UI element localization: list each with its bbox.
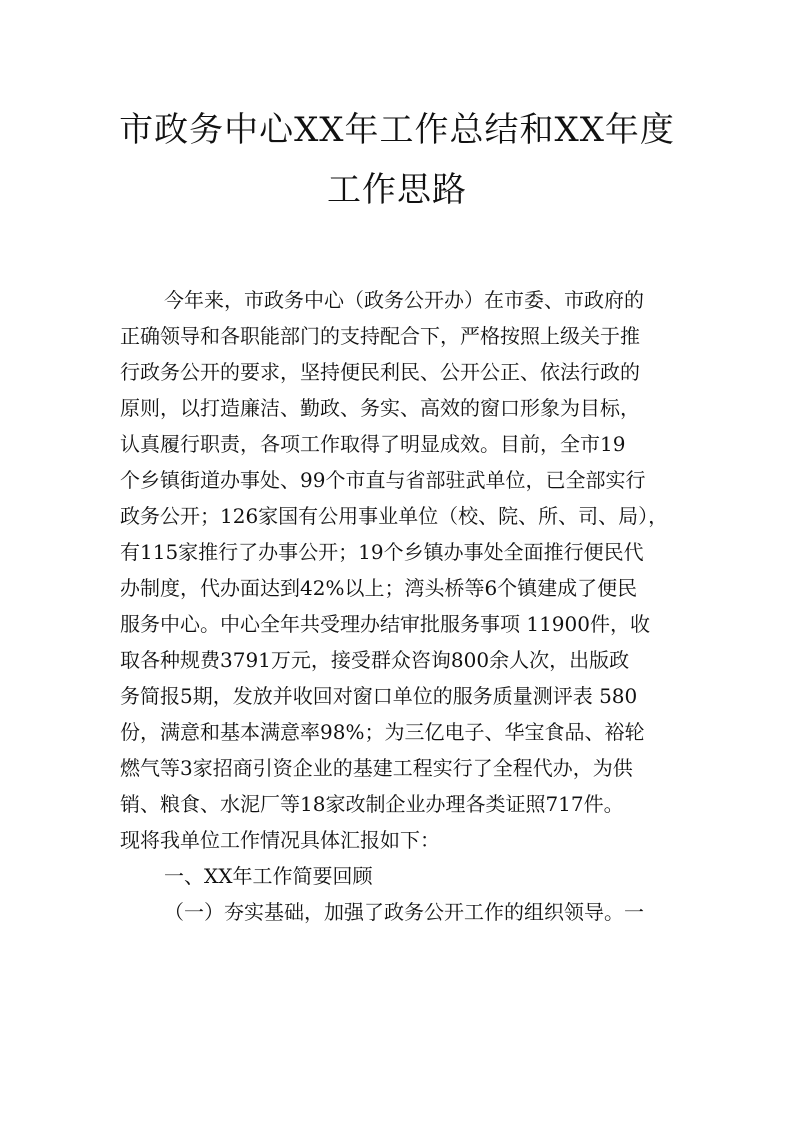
paragraph-line: 取各种规费3791万元，接受群众咨询800余人次，出版政 xyxy=(120,648,630,672)
document-body xyxy=(120,282,690,930)
paragraph-line: 认真履行职责，各项工作取得了明显成效。目前，全市19 xyxy=(120,432,626,456)
paragraph-line: 现将我单位工作情况具体汇报如下： xyxy=(120,828,440,852)
paragraph-line: 务简报5期，发放并收回对窗口单位的服务质量测评表 580 xyxy=(120,684,638,708)
paragraph-line: 今年来，市政务中心（政务公开办）在市委、市政府的 xyxy=(164,288,644,312)
paragraph-line: 办制度，代办面达到42%以上；湾头桥等6个镇建成了便民 xyxy=(120,576,638,600)
paragraph-line: 有115家推行了办事公开；19个乡镇办事处全面推行便民代 xyxy=(120,540,644,564)
paragraph-line: 燃气等3家招商引资企业的基建工程实行了全程代办，为供 xyxy=(120,756,633,780)
paragraph-line: 正确领导和各职能部门的支持配合下，严格按照上级关于推 xyxy=(120,324,640,348)
paragraph-line: 销、粮食、水泥厂等18家改制企业办理各类证照717件。 xyxy=(120,792,624,816)
paragraph-line: 行政务公开的要求，坚持便民利民、公开公正、依法行政的 xyxy=(120,360,640,384)
paragraph-line: 政务公开；126家国有公用事业单位（校、院、所、司、局）， xyxy=(120,504,669,528)
subsection-heading: （一）夯实基础，加强了政务公开工作的组织领导。一 xyxy=(164,900,644,924)
paragraph-line: 原则，以打造廉洁、勤政、务实、高效的窗口形象为目标， xyxy=(120,396,640,420)
paragraph-line: 份，满意和基本满意率98%；为三亿电子、华宝食品、裕轮 xyxy=(120,720,645,744)
section-heading: 一、XX年工作简要回顾 xyxy=(164,864,373,888)
document-title-line-2: 工作思路 xyxy=(327,170,467,210)
document-title-line-1: 市政务中心XX年工作总结和XX年度 xyxy=(119,110,675,150)
paragraph-line: 服务中心。中心全年共受理办结审批服务事项 11900件，收 xyxy=(120,612,650,636)
paragraph-line: 个乡镇街道办事处、99个市直与省部驻武单位，已全部实行 xyxy=(120,468,646,492)
